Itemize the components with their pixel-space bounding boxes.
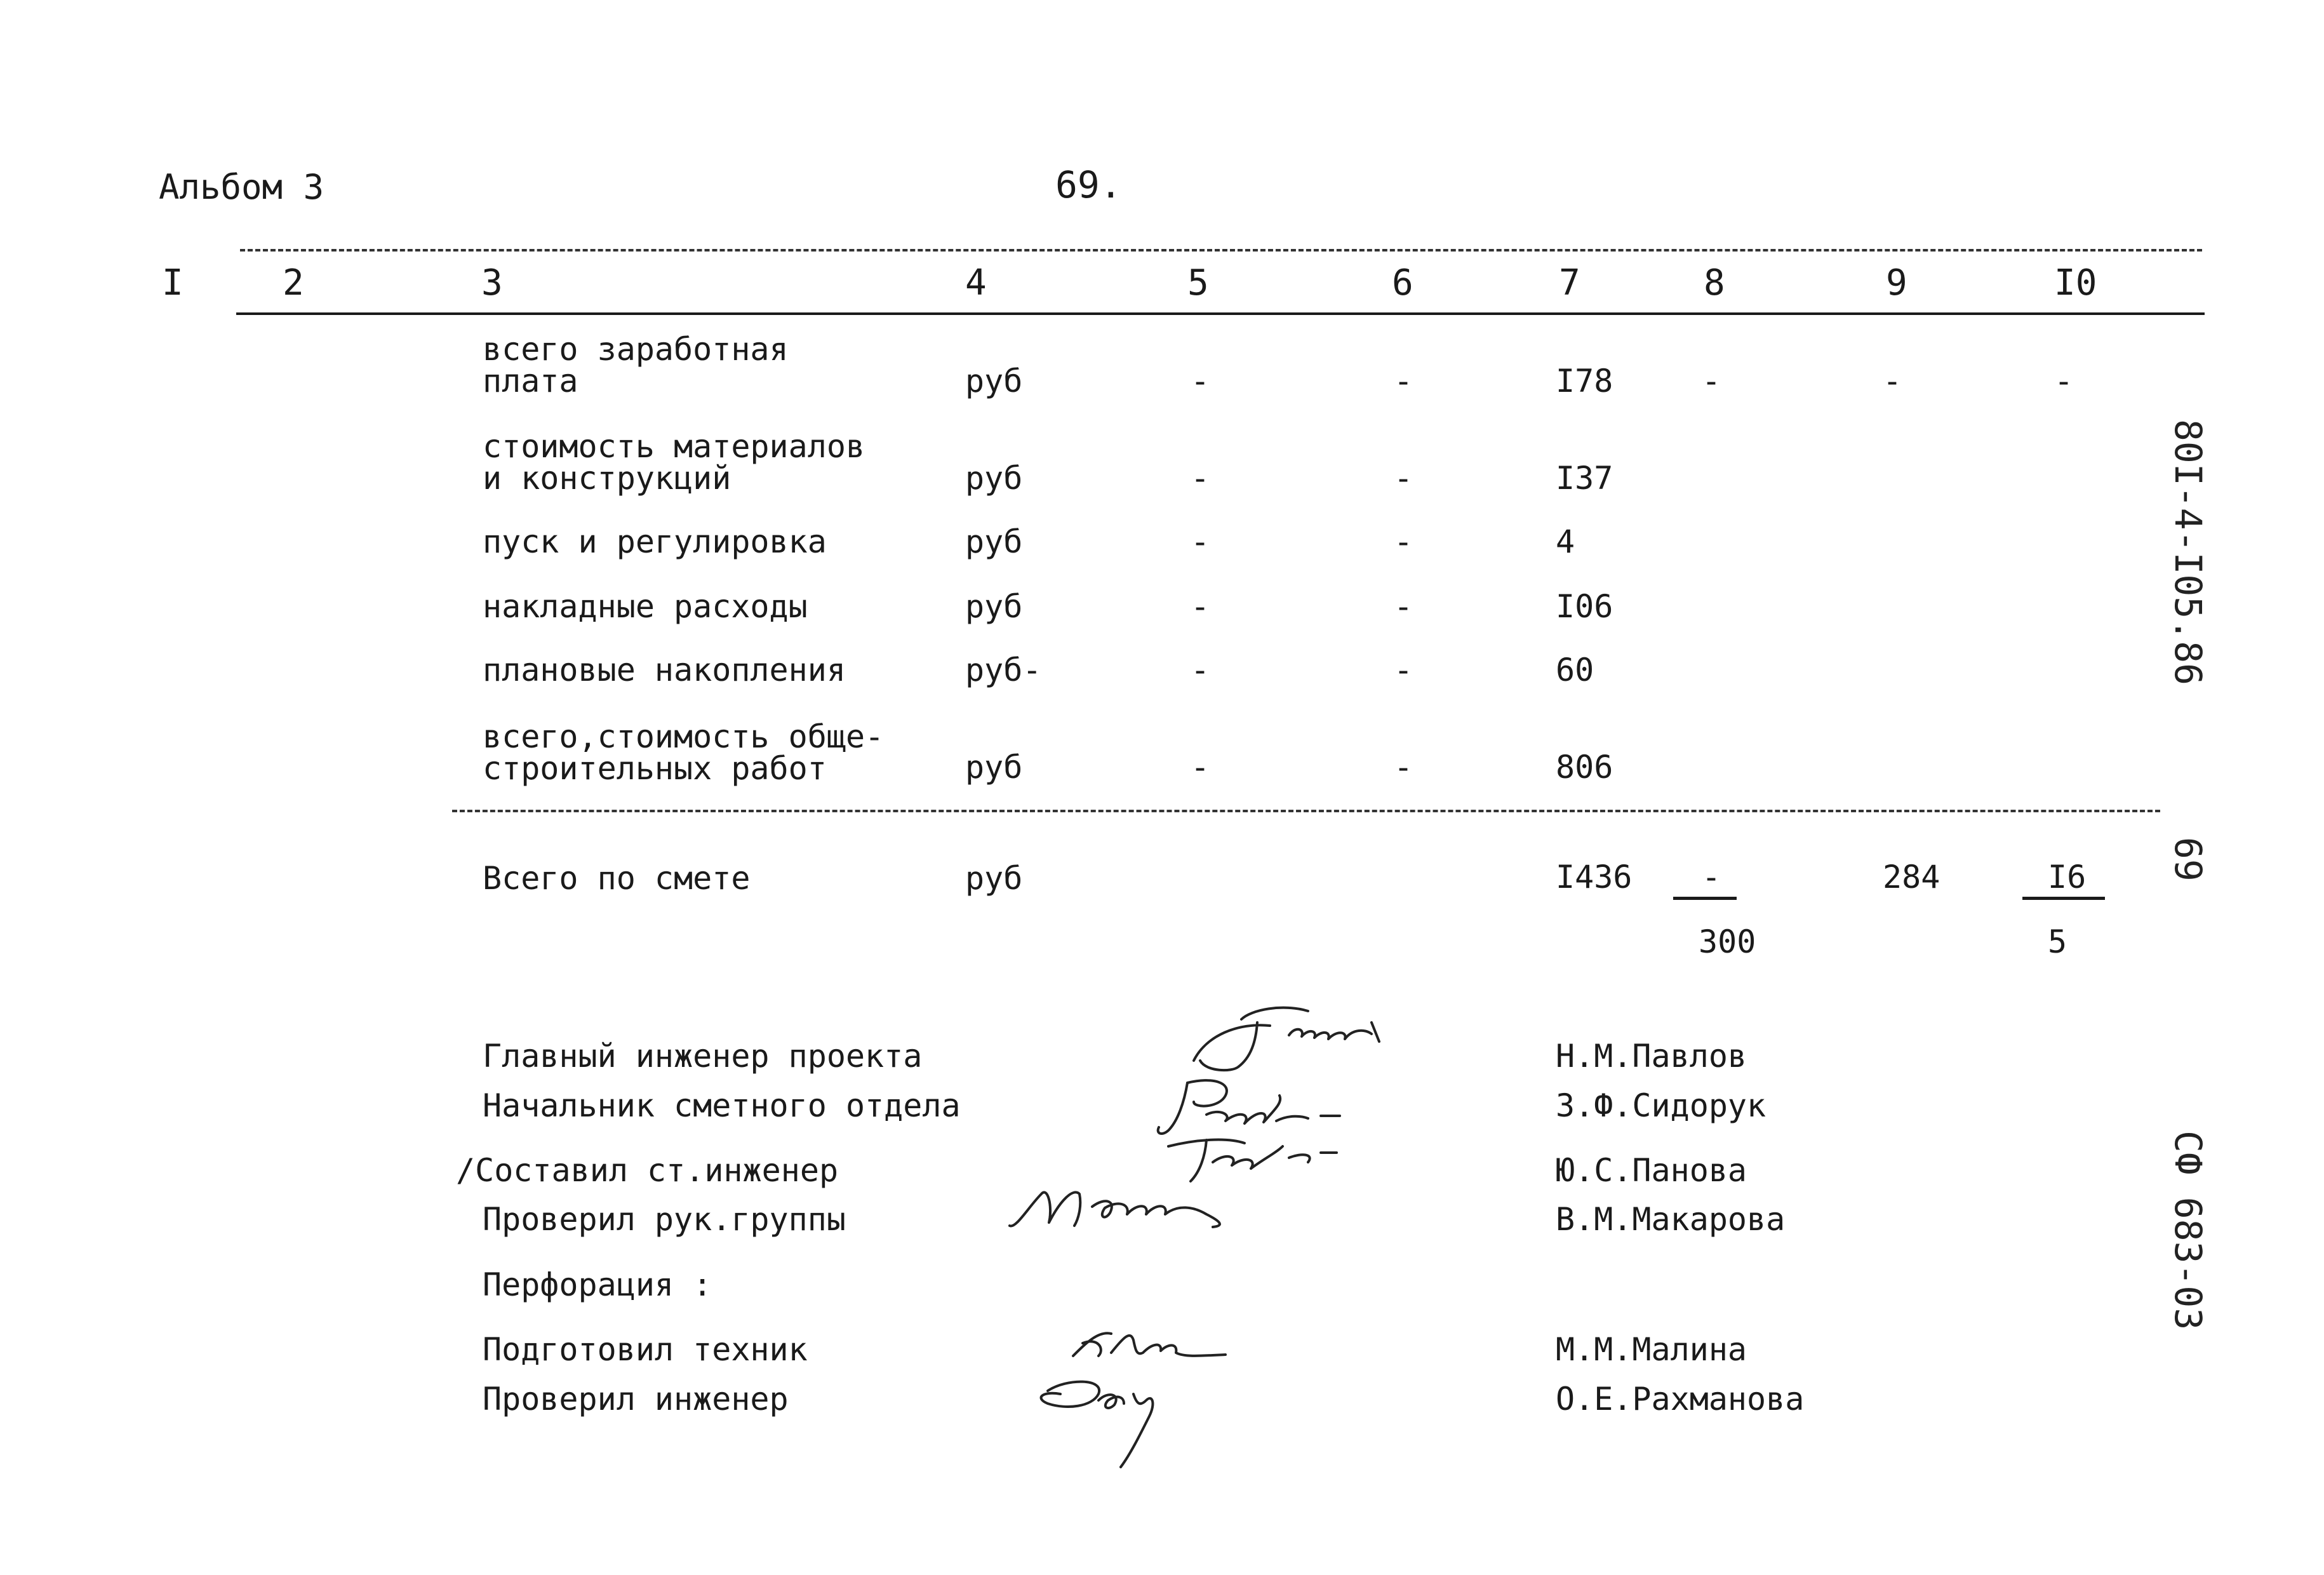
row-col7: I37 xyxy=(1556,460,1613,497)
row-name: плановые накопления xyxy=(483,652,846,688)
table-header-rule xyxy=(236,312,2205,315)
margin-album-code: СФ 683-03 xyxy=(2167,1130,2210,1330)
column-header: 2 xyxy=(283,262,304,304)
total-separator-rule xyxy=(452,810,2160,812)
signature-mark xyxy=(1029,1365,1187,1473)
row-unit: руб xyxy=(965,460,1023,497)
total-unit: руб xyxy=(965,860,1023,897)
row-col7: 4 xyxy=(1556,523,1575,560)
column-header: 5 xyxy=(1187,262,1209,304)
row-col6: - xyxy=(1394,363,1413,399)
row-col7: I78 xyxy=(1556,363,1613,399)
column-header: I0 xyxy=(2054,262,2097,304)
album-label: Альбом 3 xyxy=(159,167,324,207)
signatory-role: Проверил инженер xyxy=(483,1381,789,1418)
row-unit: руб xyxy=(965,363,1023,399)
row-col6: - xyxy=(1394,749,1413,786)
total-col9: 284 xyxy=(1883,859,1940,895)
signatory-role: /Составил ст.инженер xyxy=(456,1152,839,1189)
signatory-role: Перфорация : xyxy=(483,1266,712,1303)
row-name: пуск и регулировка xyxy=(483,523,827,560)
column-header: 4 xyxy=(965,262,987,304)
row-col6: - xyxy=(1394,460,1413,497)
column-header: 7 xyxy=(1559,262,1580,304)
signature-mark xyxy=(1060,1318,1238,1369)
row-col10: - xyxy=(2054,363,2074,399)
row-col5: - xyxy=(1191,652,1210,688)
row-unit: руб- xyxy=(965,652,1042,688)
total-col10-denominator: 5 xyxy=(2048,923,2067,960)
row-col7: 60 xyxy=(1556,652,1594,688)
row-unit: руб xyxy=(965,523,1023,560)
signatory-name: М.М.Малина xyxy=(1556,1331,1747,1368)
signatory-name: Н.М.Павлов xyxy=(1556,1038,1747,1075)
row-col9: - xyxy=(1883,363,1902,399)
row-name: всего,стоимость обще- строительных работ xyxy=(483,718,885,787)
row-col7: I06 xyxy=(1556,588,1613,625)
column-header: 9 xyxy=(1886,262,1907,304)
row-col5: - xyxy=(1191,588,1210,625)
signature-mark xyxy=(1003,1169,1245,1238)
signature-mark xyxy=(1181,997,1397,1080)
row-col6: - xyxy=(1394,652,1413,688)
total-col10-numerator: I6 xyxy=(2048,859,2087,895)
row-col6: - xyxy=(1394,523,1413,560)
row-col5: - xyxy=(1191,460,1210,497)
column-header: I xyxy=(162,262,184,304)
signatory-name: З.Ф.Сидорук xyxy=(1556,1087,1766,1124)
row-name: всего заработная плата xyxy=(483,331,789,399)
total-col7: I436 xyxy=(1556,859,1633,895)
total-col8-fraction-bar xyxy=(1673,897,1737,900)
row-col8: - xyxy=(1702,363,1721,399)
row-col7: 806 xyxy=(1556,749,1613,786)
row-col6: - xyxy=(1394,588,1413,625)
page-number: 69. xyxy=(1055,163,1122,206)
row-col5: - xyxy=(1191,749,1210,786)
signatory-name: В.М.Макарова xyxy=(1556,1201,1786,1238)
total-label: Всего по смете xyxy=(483,860,751,897)
signatory-role: Главный инженер проекта xyxy=(483,1038,923,1075)
signatory-role: Проверил рук.группы xyxy=(483,1201,846,1238)
column-header: 8 xyxy=(1704,262,1725,304)
row-name: накладные расходы xyxy=(483,588,808,625)
margin-document-code: 80I-4-I05.86 xyxy=(2167,419,2210,686)
total-col8-numerator: - xyxy=(1702,859,1721,895)
table-top-rule xyxy=(240,249,2202,251)
row-unit: руб xyxy=(965,588,1023,625)
signatory-role: Начальник сметного отдела xyxy=(483,1087,961,1124)
total-col10-fraction-bar xyxy=(2022,897,2105,900)
row-col5: - xyxy=(1191,363,1210,399)
signatory-name: О.Е.Рахманова xyxy=(1556,1381,1805,1418)
row-col5: - xyxy=(1191,523,1210,560)
signatory-role: Подготовил техник xyxy=(483,1331,808,1368)
total-col8-denominator: 300 xyxy=(1699,923,1756,960)
row-unit: руб xyxy=(965,749,1023,786)
signatory-name: Ю.С.Панова xyxy=(1556,1152,1747,1189)
column-header: 6 xyxy=(1392,262,1413,304)
margin-page-number: 69 xyxy=(2167,837,2210,881)
row-name: стоимость материалов и конструкций xyxy=(483,428,865,497)
column-header: 3 xyxy=(481,262,503,304)
